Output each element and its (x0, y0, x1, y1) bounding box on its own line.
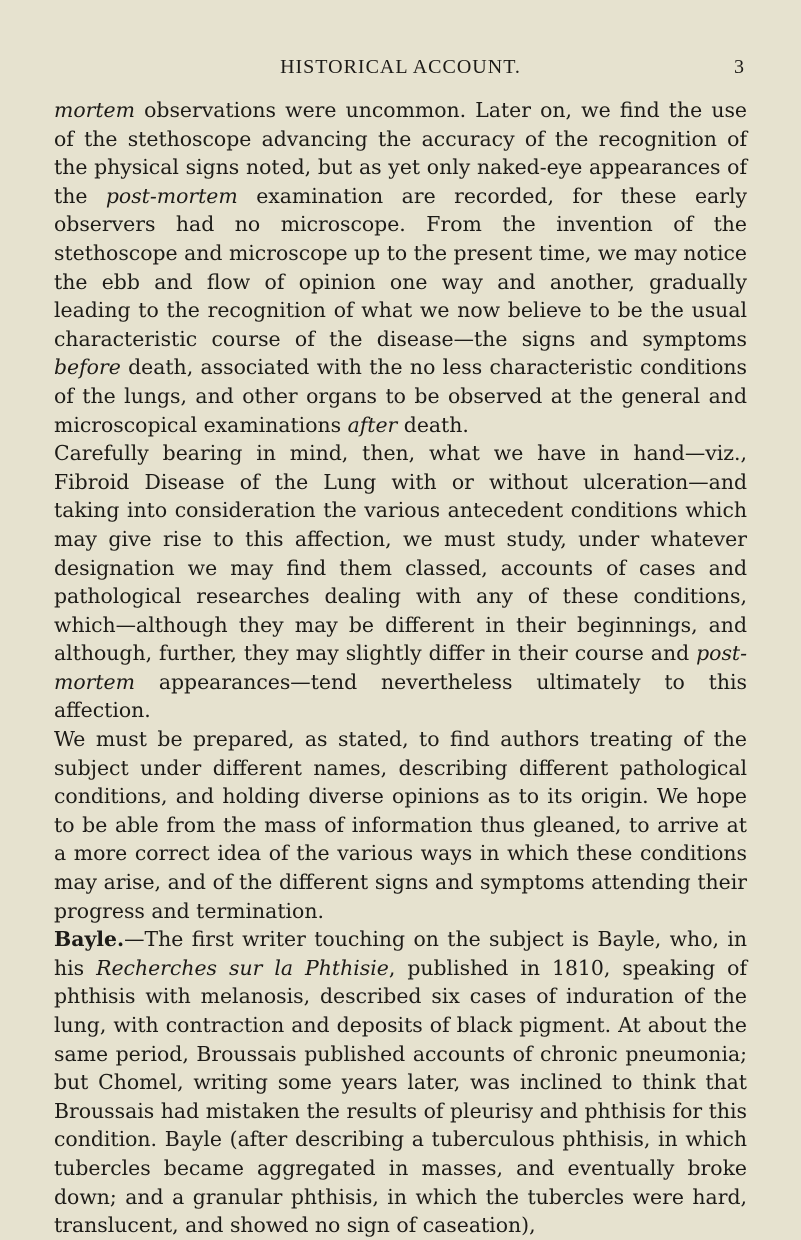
paragraph-1-segment: death. (397, 412, 469, 437)
paragraph-4-segment: , published in 1810, speaking of phthisis with melanosis, described six cases of induration of the lung, with contraction and deposits of black pigment. At about the same period, Broussais published accounts of chronic pneumonia; but Chomel, writing some years later, was inclined to think that Broussais had mistaken the results of pleurisy and phthisis for this condition. Bayle (after describing a tuberculous phthisis, in which tubercles became aggregated in masses, and eventually broke down; and a granular phthisis, in which the tubercles were hard, translucent, and showed no sign of caseation), (54, 955, 748, 1238)
paragraph-3 (54, 725, 747, 925)
paragraph-3-segment: We must be prepared, as stated, to find authors treating of the subject under different names, describing different pathological conditions, and holding diverse opinions as to its origin. We hope to be able from the mass of information thus gleaned, to arrive at a more correct idea of the various ways in which these conditions may arise, and of the different signs and symptoms attending their progress and termination. (54, 727, 747, 923)
paragraph-1-segment: death, associated with the no less characteristic conditions of the lungs, and other organs to be observed at the general and microscopical examinations (54, 355, 747, 437)
paragraph-1-segment: after (347, 412, 398, 437)
book-title-recherches: Recherches sur la Phthisie (96, 955, 389, 980)
paragraph-1-segment: mortem (54, 98, 135, 122)
paragraph-1-segment: before (54, 355, 121, 380)
paragraph-2 (54, 439, 747, 725)
paragraph-1 (54, 96, 747, 439)
section-heading-bayle: Bayle. (54, 927, 125, 952)
paragraph-2-segment: Carefully bearing in mind, then, what we have in hand—viz., Fibroid Disease of the Lung with or without ulceration—and taking into consideration the various antecedent conditions which may give rise to this affection, we must study, under whatever designation we may find them classed, accounts of cases and pathological researches dealing with any of these conditions, which—although they may be different in their beginnings, and although, further, they may slightly differ in their course and (54, 441, 747, 666)
paragraph-1-segment: post-mortem (105, 183, 238, 208)
paragraph-2-segment: post-mortem (54, 641, 747, 694)
page-number: 3 (734, 56, 744, 78)
paragraph-4 (54, 925, 747, 1240)
running-title: HISTORICAL ACCOUNT. (280, 56, 521, 78)
paragraph-2-segment: appearances—tend nevertheless ultimately to this affection. (54, 669, 747, 723)
body-text (54, 96, 747, 1240)
paragraph-1-segment: observations were uncommon. Later on, we find the use of the stethoscope advancing the accuracy of the recognition of the physical signs noted, but as yet only naked-eye appearances of the (54, 98, 747, 208)
paragraph-1-segment: examination are recorded, for these early observers had no microscope. From the invention of the stethoscope and microscope up to the present time, we may notice the ebb and flow of opinion one way and another, gradually leading to the recognition of what we now believe to be the usual characteristic course of the disease—the signs and symptoms (54, 183, 747, 351)
paragraph-4-segment: —The first writer touching on the subject is Bayle, who, in his (54, 927, 747, 980)
running-head (0, 56, 801, 84)
